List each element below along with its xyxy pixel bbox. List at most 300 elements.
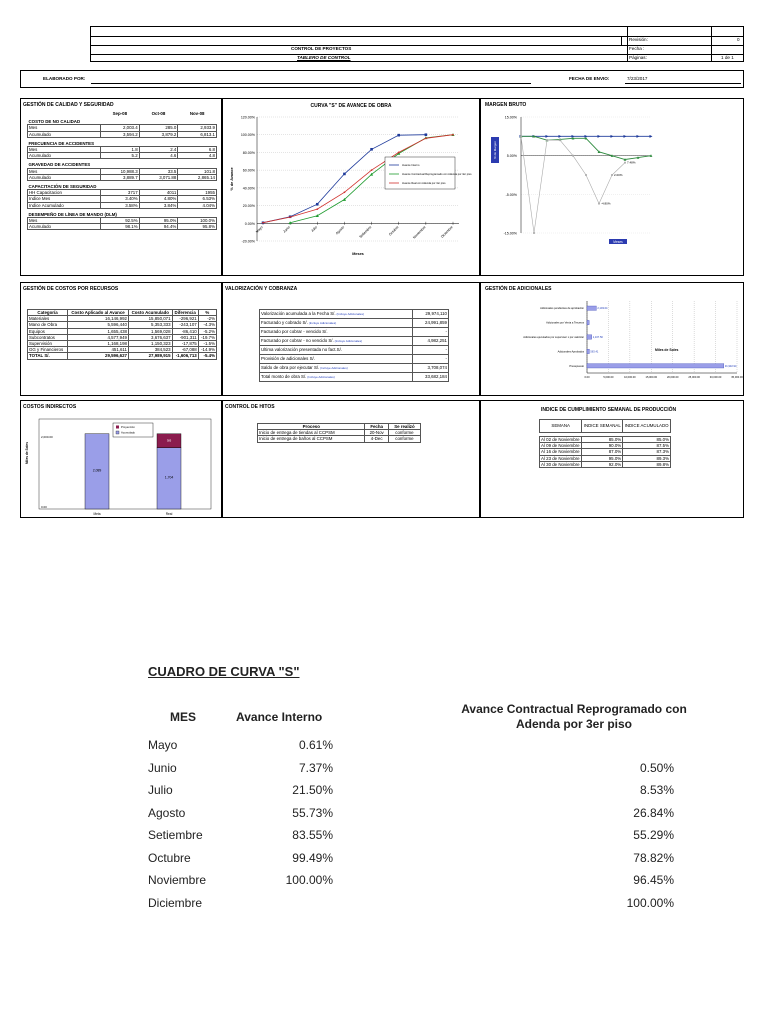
y-tick-label: 2,000.00 — [41, 435, 53, 439]
value-cell: 285.0 — [139, 125, 178, 131]
x-tick-label: 30,000.00 — [709, 376, 722, 379]
table-cell: 85.0% — [623, 437, 671, 443]
x-axis-title: Meses — [352, 252, 364, 256]
table-row — [148, 896, 680, 918]
column-header: Diferencia — [172, 310, 198, 316]
table-cell: -17,875 — [172, 341, 198, 347]
value-cell: 6.53% — [178, 196, 217, 202]
row-label: Indice Mes — [28, 196, 101, 202]
x-tick-label: Octubre — [388, 225, 400, 237]
table-cell: 85.0% — [582, 437, 623, 443]
month-cell: Mayo — [148, 738, 178, 752]
data-point — [398, 152, 400, 154]
data-point — [624, 135, 627, 138]
table-row — [258, 436, 421, 442]
value-cell: 92.5% — [101, 218, 140, 224]
y-tick-label: -20.00% — [241, 239, 255, 244]
row-label: Indice Acumulado — [28, 202, 101, 208]
avance-contractual-cell: 78.82% — [633, 850, 674, 865]
x-tick-label: 25,000.00 — [688, 376, 700, 379]
avance-interno-cell: 55.73% — [292, 805, 333, 820]
table-cell: Al 16 de Noviembre — [540, 449, 582, 455]
data-point — [624, 162, 626, 164]
value-cell: 6.8 — [178, 147, 217, 153]
data-point — [572, 155, 574, 157]
hitos-title: CONTROL DE HITOS — [225, 404, 275, 410]
table-cell: 5,596,440 — [68, 322, 129, 328]
table-cell: Supervisión — [28, 341, 68, 347]
data-point — [289, 216, 291, 218]
cuadro-title: CUADRO DE CURVA "S" — [148, 664, 300, 679]
indirectos-panel — [20, 400, 222, 518]
value-cell: 100.0% — [178, 218, 217, 224]
table-cell: 89.8% — [623, 461, 671, 467]
table-row — [260, 364, 449, 373]
table-cell: 1,150,323 — [128, 341, 172, 347]
column-header: INDICE ACUMULADO — [623, 420, 671, 433]
adicionales-title: GESTIÓN DE ADICIONALES — [485, 286, 552, 292]
table-row — [148, 806, 680, 828]
section-title: GRAVEDAD DE ACCIDENTES — [28, 162, 91, 168]
avance-interno-cell: 21.50% — [292, 783, 333, 797]
data-point — [585, 174, 587, 176]
valorizacion-title: VALORIZACIÓN Y COBRANZA — [225, 286, 298, 292]
table-cell: -5.2% — [198, 328, 216, 334]
avance-interno-cell: 83.55% — [292, 828, 333, 842]
table-cell: 1,168,198 — [68, 341, 129, 347]
legend-label: Avance Contractual Reprogramado con Adenda por 3er piso — [402, 173, 472, 176]
table-cell: Al 02 de Noviembre — [540, 437, 582, 443]
valorizacion-label: Provisión de adicionales S/. — [260, 355, 413, 364]
valorizacion-panel — [222, 282, 480, 396]
column-header: Proceso — [258, 424, 365, 430]
valorizacion-note: (Incluye Adicionales) — [307, 321, 337, 325]
column-header: % — [198, 310, 216, 316]
section-title-row — [28, 208, 217, 217]
value-cell: 2,933.9 — [178, 125, 217, 131]
table-cell: -296,921 — [172, 316, 198, 322]
section-title-row — [28, 181, 217, 190]
table-cell: 384,523 — [128, 347, 172, 353]
margen-bruto-chart — [481, 109, 743, 275]
indirectos-legend — [113, 423, 153, 437]
bar — [587, 306, 596, 310]
value-cell: 1.8 — [101, 147, 140, 153]
data-point — [546, 139, 548, 141]
calidad-panel — [20, 98, 222, 276]
point-label: 7.48% — [627, 160, 636, 165]
table-cell: -1.5% — [198, 341, 216, 347]
table-cell: 87.0% — [582, 449, 623, 455]
avance-contractual-cell: 96.45% — [633, 873, 674, 887]
month-cell: Julio — [148, 783, 173, 797]
table-cell: 4-Dec — [365, 436, 388, 442]
x-tick-label: 0.00 — [584, 376, 590, 379]
data-point — [343, 173, 346, 176]
costos-header-row — [28, 310, 217, 316]
data-point — [559, 135, 562, 138]
avance-interno-cell: 99.49% — [292, 850, 333, 865]
x-tick-label: Noviembre — [412, 225, 427, 240]
table-cell: 29,596,627 — [68, 353, 129, 359]
table-row — [28, 224, 217, 230]
legend-label: Avance Real con Adenda por 3er piso — [402, 182, 446, 185]
valorizacion-value: 33,682,184 — [412, 373, 448, 382]
valorizacion-label: Total monto de obra S/. (Incluye Adicionales) — [260, 373, 413, 382]
elaborado-row — [20, 70, 744, 88]
row-label: Acumulado — [28, 131, 101, 137]
paginas-value: 1 de 1 — [721, 55, 734, 60]
legend-label: Proyección — [121, 425, 135, 429]
unit-label: Miles de Soles — [655, 348, 679, 352]
data-point — [559, 139, 561, 141]
table-cell: -5.4% — [198, 353, 216, 359]
bar-category-label: Presupuesto — [569, 364, 584, 368]
table-cell: -67,088 — [172, 347, 198, 353]
data-point — [262, 222, 264, 224]
series-line — [521, 136, 625, 233]
x-tick-label: 5,000.00 — [603, 376, 614, 379]
valorizacion-value: - — [412, 355, 448, 364]
valorizacion-label: Facturado por cobrar - vencido S/. — [260, 328, 413, 337]
y-axis-title: % de Avance — [230, 167, 234, 191]
bar-category-label: Adicionales ejecutados por superviser x por valorizar — [523, 336, 584, 339]
table-cell: 451,611 — [68, 347, 129, 353]
value-cell: 4.6 — [139, 153, 178, 159]
column-header: Categoría — [28, 310, 68, 316]
valorizacion-value: 29,974,110 — [412, 310, 448, 319]
table-cell: -4.3% — [198, 322, 216, 328]
valorizacion-label: Facturado por cobrar - no vencido S/. (Incluye Adicionales) — [260, 337, 413, 346]
table-row — [28, 322, 217, 328]
row-label: Mes — [28, 218, 101, 224]
value-cell: 3.58% — [101, 202, 140, 208]
cuadro-col-mes: MES — [170, 710, 197, 724]
section-title: FRECUENCIA DE ACCIDENTES — [28, 140, 95, 146]
value-cell: 2,003.4 — [101, 125, 140, 131]
table-cell: 1,569,028 — [128, 328, 172, 334]
month-header: Oct-08 — [151, 111, 166, 116]
costos-indirectos-chart — [21, 413, 221, 517]
value-cell: 6,813.1 — [178, 131, 217, 137]
table-cell: Equipos — [28, 328, 68, 334]
avance-contractual-cell: 8.53% — [639, 783, 674, 797]
table-cell: 5,353,333 — [128, 322, 172, 328]
table-row — [148, 828, 680, 850]
month-cell: Junio — [148, 760, 177, 775]
x-tick-label: Meta — [93, 512, 101, 516]
table-row — [260, 328, 449, 337]
x-tick-label: 15,000.00 — [645, 376, 658, 379]
avance-contractual-cell: 26.84% — [633, 805, 674, 820]
calidad-tables — [27, 111, 217, 230]
row-label: HH Capacitacion — [28, 190, 101, 196]
valorizacion-value: 4,982,251 — [412, 337, 448, 346]
table-cell: TOTAL S/. — [28, 353, 68, 359]
avance-contractual-cell: 55.29% — [633, 828, 674, 842]
x-tick-label: Real — [165, 512, 173, 516]
valorizacion-value: 3,708,074 — [412, 364, 448, 373]
table-cell: 89.3% — [623, 455, 671, 461]
table-row — [148, 783, 680, 805]
data-point — [611, 135, 614, 138]
table-cell: Al 09 de Noviembre — [540, 443, 582, 449]
y-tick-label: 20.00% — [242, 204, 255, 209]
table-cell: -19.7% — [198, 334, 216, 340]
value-cell: 5.2 — [101, 153, 140, 159]
data-point — [371, 169, 373, 171]
x-tick-label: Mayo — [255, 225, 264, 234]
cuadro-col-contractual: Avance Contractual Reprogramado con Adenda por 3er piso — [461, 702, 687, 731]
month-cell: Octubre — [148, 850, 191, 865]
x-tick-label: 10,000.00 — [624, 376, 636, 379]
data-point — [520, 135, 522, 137]
costos-table — [27, 309, 217, 360]
cumplimiento-title: INDICE DE CUMPLIMIENTO SEMANAL DE PRODUCCIÓN — [541, 407, 677, 413]
value-cell: 95.8% — [178, 224, 217, 230]
value-cell: 4.8 — [178, 153, 217, 159]
valorizacion-label: Saldo de obra por ejecutar S/. (Incluye Adicionales) — [260, 364, 413, 373]
data-point — [425, 133, 428, 136]
y-tick-label: -5.00% — [505, 192, 517, 197]
valorizacion-label: Facturado y cobrado S/. (Incluye Adicionales) — [260, 319, 413, 328]
table-row — [148, 873, 680, 895]
indirectos-title: COSTOS INDIRECTOS — [23, 404, 77, 410]
data-point — [316, 208, 318, 210]
table-cell: Al 30 de Noviembre — [540, 461, 582, 467]
legend-swatch — [116, 431, 119, 434]
x-axis-title: Meses — [613, 240, 623, 244]
costos-title: GESTIÓN DE COSTOS POR RECURSOS — [23, 286, 119, 292]
elaborado-label: ELABORADO POR: — [43, 76, 86, 81]
y-tick-label: 60.00% — [242, 168, 255, 173]
y-tick-label: 5.00% — [506, 154, 517, 159]
y-tick-label: 40.00% — [242, 186, 255, 191]
valorizacion-value: - — [412, 328, 448, 337]
curva-s-panel — [222, 98, 480, 276]
table-row — [28, 347, 217, 353]
avance-contractual-cell: 0.50% — [639, 760, 674, 775]
month-cell: Agosto — [148, 805, 186, 820]
bar-value-label: 563.41 — [590, 350, 599, 354]
table-cell: -86,410 — [172, 328, 198, 334]
value-cell: 1955 — [178, 190, 217, 196]
y-tick-label: 100.00% — [240, 133, 255, 138]
table-cell: 27,989,915 — [128, 353, 172, 359]
x-tick-label: Junio — [282, 225, 291, 234]
table-cell: Inicio de entrega de tiendas al CCPSM — [258, 430, 365, 436]
curva-s-legend — [385, 157, 472, 189]
row-label: Acumulado — [28, 174, 101, 180]
data-point — [533, 232, 535, 234]
calidad-table — [27, 111, 217, 230]
curva-s-title: CURVA "S" DE AVANCE DE OBRA — [310, 103, 392, 109]
bar-category-label: Adicionales Aprobados — [557, 350, 584, 354]
curva-s-chart — [223, 99, 479, 275]
table-cell: 87.5% — [623, 443, 671, 449]
table-row — [260, 310, 449, 319]
paginas-label: Páginas: — [629, 55, 647, 60]
value-cell: 95.0% — [139, 218, 178, 224]
table-cell: 95.0% — [582, 455, 623, 461]
revision-label: Revisión: — [629, 37, 648, 42]
value-cell: 101.8 — [178, 168, 217, 174]
avance-interno-cell: 0.61% — [298, 738, 333, 752]
hitos-panel — [222, 400, 480, 518]
table-row — [260, 346, 449, 355]
x-tick-label: Agosto — [334, 225, 346, 236]
row-label: Acumulado — [28, 153, 101, 159]
valorizacion-note: (Incluye Adicionales) — [333, 339, 363, 343]
point-label: -4.80% — [601, 201, 611, 206]
data-point — [452, 134, 454, 136]
point-label: 2.00% — [614, 173, 623, 177]
bar-category-label: Adicionales pendientes de aprobación — [540, 307, 584, 311]
y-tick-label: 80.00% — [242, 150, 255, 155]
section-title: COSTO DE NO CALIDAD — [28, 119, 81, 125]
margen-title: MARGEN BRUTO — [485, 102, 527, 108]
x-tick-label: Diciembre — [440, 225, 454, 239]
value-cell: 10,988.3 — [101, 168, 140, 174]
fecha-envio-label: FECHA DE ENVIO: — [569, 76, 610, 81]
y-tick-label: 15.00% — [504, 115, 517, 120]
cumplimiento-table — [539, 419, 671, 468]
value-cell: 4.80% — [139, 196, 178, 202]
table-cell: 4,577,949 — [68, 334, 129, 340]
valorizacion-table — [259, 309, 449, 382]
table-cell: Mano de Obra — [28, 322, 68, 328]
header-subtitle: TABLERO DE CONTROL — [297, 55, 351, 60]
projection-label: 385 — [166, 439, 172, 443]
section-title-row — [28, 137, 217, 146]
table-cell: Inicio de entrega de baños al CCPSM — [258, 436, 365, 442]
legend-swatch — [116, 426, 119, 429]
value-cell: 2,865.14 — [178, 174, 217, 180]
table-cell: -1,606,713 — [172, 353, 198, 359]
bar-value-label: 31,932.94 — [724, 364, 737, 368]
costos-panel — [20, 282, 222, 396]
table-row — [540, 461, 671, 467]
data-point — [397, 134, 400, 137]
value-cell: 98.1% — [101, 224, 140, 230]
valorizacion-note: (Incluye Adicionales) — [335, 312, 364, 316]
data-point — [316, 214, 319, 217]
value-cell: 3,594.2 — [101, 131, 140, 137]
value-cell: 3,071.88 — [139, 174, 178, 180]
y-axis-title: Miles de Soles — [25, 442, 29, 464]
data-point — [370, 148, 373, 151]
legend-label: Avance Interno — [402, 164, 420, 167]
section-title: CAPACITACIÓN DE SEGURIDAD — [28, 184, 97, 190]
month-cell: Setiembre — [148, 828, 203, 842]
bar — [587, 320, 589, 324]
hitos-table — [257, 423, 421, 443]
y-axis-title: % de Margen — [493, 141, 497, 159]
table-cell: GG y Financieros — [28, 347, 68, 353]
value-cell: 3.84% — [139, 202, 178, 208]
table-cell: 3,676,637 — [128, 334, 172, 340]
table-cell: 92.0% — [582, 461, 623, 467]
table-cell: conforme — [388, 436, 420, 442]
x-tick-label: Setiembre — [358, 225, 373, 239]
bar-value-label: 1,704 — [164, 475, 174, 480]
valorizacion-note: (Incluye Adicionales) — [306, 375, 335, 379]
table-cell: Al 23 de Noviembre — [540, 455, 582, 461]
column-header: INDICE SEMANAL — [582, 420, 623, 433]
table-cell: 15,850,071 — [128, 316, 172, 322]
total-row — [28, 353, 217, 359]
row-label: Mes — [28, 125, 101, 131]
cumplimiento-header-row — [540, 420, 671, 433]
cuadro-col-interno: Avance Interno — [236, 710, 323, 724]
dashboard-sheet — [20, 26, 748, 518]
fecha-label: Fecha : — [629, 46, 645, 51]
value-cell: 3.40% — [101, 196, 140, 202]
column-header: Fecha — [365, 424, 388, 430]
cuadro-curva-s — [148, 664, 708, 924]
avance-interno-cell: 7.37% — [298, 760, 333, 775]
value-cell: 4.04% — [178, 202, 217, 208]
adicionales-chart — [481, 293, 743, 395]
data-point — [611, 174, 613, 176]
data-point — [598, 203, 600, 205]
table-row — [260, 319, 449, 328]
bar — [587, 364, 724, 368]
value-cell: 3717 — [101, 190, 140, 196]
bar — [587, 335, 592, 339]
section-title-row — [28, 116, 217, 125]
x-tick-label: Julio — [310, 225, 318, 233]
adicionales-panel — [480, 282, 744, 396]
column-header: Se realizó — [388, 424, 420, 430]
bar-category-label: Adicionales por Venta a Terceros — [546, 321, 584, 325]
section-title-row — [28, 159, 217, 168]
y-tick-label: 0.00 — [41, 505, 47, 509]
header-title: CONTROL DE PROYECTOS — [291, 46, 352, 51]
table-cell: -2% — [198, 316, 216, 322]
data-point — [546, 135, 549, 138]
month-cell: Diciembre — [148, 895, 203, 910]
column-header: SEMANA — [540, 420, 582, 433]
table-cell: Materiales — [28, 316, 68, 322]
bar-value-label: 1,107.50 — [592, 336, 603, 339]
value-cell: 3,879.2 — [139, 131, 178, 137]
row-label: Mes — [28, 147, 101, 153]
table-cell: 20-Nov — [365, 430, 388, 436]
column-header: Costo Aplicado al Avance — [68, 310, 129, 316]
x-tick-label: 20,000.00 — [666, 376, 679, 379]
table-cell: -243,107 — [172, 322, 198, 328]
table-cell: 87.3% — [623, 449, 671, 455]
table-row — [260, 373, 449, 382]
month-header: Nov-08 — [189, 111, 205, 116]
month-header: Sep-08 — [112, 111, 128, 116]
table-row — [260, 337, 449, 346]
table-cell: -901,311 — [172, 334, 198, 340]
data-point — [598, 135, 601, 138]
table-cell: conforme — [388, 430, 420, 436]
table-cell: Subcontratos — [28, 334, 68, 340]
row-label: Acumulado — [28, 224, 101, 230]
valorizacion-label: Valorización acumulada a la Fecha S/. (Incluye Adicionales) — [260, 310, 413, 319]
valorizacion-note: (Incluye Adicionales) — [319, 366, 348, 370]
avance-interno-cell: 100.00% — [285, 873, 333, 887]
bar — [587, 349, 589, 353]
y-tick-label: 120.00% — [240, 115, 255, 120]
data-point — [650, 135, 653, 138]
value-cell: 2.4 — [139, 147, 178, 153]
calidad-title: GESTIÓN DE CALIDAD Y SEGURIDAD — [23, 102, 114, 108]
